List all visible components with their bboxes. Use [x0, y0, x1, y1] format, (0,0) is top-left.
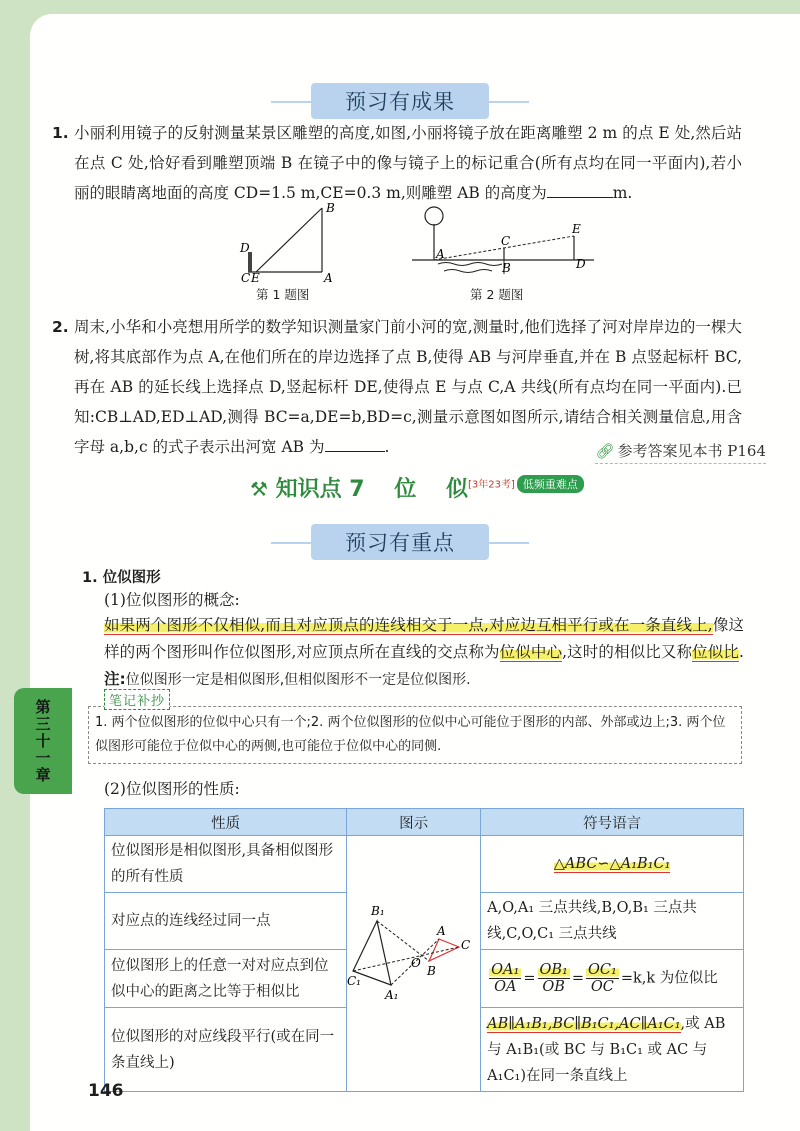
fraction-numerator: OB₁: [539, 962, 568, 978]
fig1-label-E: E: [251, 271, 260, 282]
page-number: 146: [88, 1081, 124, 1101]
link-icon: 🔗︎: [595, 442, 615, 460]
table-header-row: [105, 809, 744, 836]
knowledge-icon: ⚒: [250, 477, 268, 501]
tree-icon: [425, 207, 443, 225]
table-cell-symbol: $\frac{\text{OA₁}}{OA}$ = $\frac{\text{OB₁}}{OB}$ = $\frac{\text{OC₁}}{OC}$ =k,k 为位似比: [481, 950, 744, 1008]
properties-subheading: (2)位似图形的性质:: [104, 780, 240, 798]
definition-part-3: ,这时的相似比又称: [562, 643, 693, 661]
notes-box: [88, 706, 742, 764]
difficulty-badge: 低频重难点: [517, 475, 584, 493]
knowledge-point-heading: [250, 472, 584, 503]
table-cell-property: 位似图形是相似图形,具备相似图形的所有性质: [105, 836, 347, 893]
question-number: 1.: [52, 124, 69, 142]
fraction-numerator: OA₁: [491, 962, 520, 978]
table-header-property: 性质: [105, 809, 347, 836]
table-cell-symbol: [481, 1008, 744, 1092]
banner-title: 预习有重点: [311, 524, 489, 560]
question-number: 2.: [52, 318, 69, 336]
figure-2-caption: 第 2 题图: [470, 287, 524, 302]
fig-label-O: O: [411, 956, 422, 970]
definition-highlight: 如果两个图形不仅相似,而且对应顶点的连线相交于一点,对应边互相平行或在一条直线上,: [104, 616, 713, 634]
fig2-label-C: C: [501, 234, 511, 248]
knowledge-point-title-a: 位: [394, 477, 417, 502]
question-text: 小丽利用镜子的反射测量某景区雕塑的高度,如图,小丽将镜子放在距离雕塑 2 m 的点 E 处,然后站在点 C 处,恰好看到雕塑顶端 B 在镜子中的像与镜子上的标记重合(所有点均在同一平面内),若小丽的眼睛离地面的高度 CD=1.5 m,CE=0.3 m,则雕塑 AB 的高度为: [74, 124, 742, 202]
answer-blank: [325, 437, 385, 452]
fraction-denominator: OA: [494, 979, 517, 995]
parallel-statement: AB∥A₁B₁,BC∥B₁C₁,AC∥A₁C₁: [487, 1015, 681, 1032]
line-c1c: [353, 947, 459, 971]
notes-tag: 笔记补抄: [104, 689, 170, 710]
person-icon: [248, 252, 252, 272]
definition-part-2: 像这样的两个图形叫作位似图形,对应顶点所在直线的交点称为: [104, 616, 744, 661]
fig2-label-D: D: [576, 257, 586, 271]
fraction-ob: [538, 962, 570, 995]
banner-preview-focus: [0, 524, 800, 560]
properties-table: [104, 808, 744, 1092]
banner-preview-results: [0, 83, 800, 119]
banner-title: 预习有成果: [311, 83, 489, 119]
table-cell-property: 位似图形的对应线段平行(或在同一条直线上): [105, 1008, 347, 1092]
answer-reference-text: 参考答案见本书 P164: [617, 442, 766, 460]
definition-paragraph: [104, 612, 744, 694]
figure-1-caption: 第 1 题图: [256, 287, 310, 302]
fig2-label-B: B: [502, 261, 511, 275]
fig2-label-E: E: [572, 222, 581, 236]
fraction-oc: [586, 962, 619, 995]
notes-text: 1. 两个位似图形的位似中心只有一个;2. 两个位似图形的位似中心可能位于图形的内部、外部或边上;3. 两个位似图形可能位于位似中心的两侧,也可能位于位似中心的同侧.: [95, 715, 726, 754]
knowledge-point-prefix: 知识点 7: [275, 477, 365, 502]
parallel-rest: ,或 AB 与 A₁B₁(或 BC 与 B₁C₁ 或 AC 与 A₁C₁)在同一条直线上: [487, 1015, 726, 1084]
answer-blank: [547, 183, 613, 198]
definition-part-4: .: [739, 643, 744, 661]
similar-triangles: △ABC∽△A₁B₁C₁: [553, 856, 671, 872]
figure-2-diagram: [408, 198, 598, 284]
question-text: 周末,小华和小亮想用所学的数学知识测量家门前小河的宽,测量时,他们选择了河对岸岸边的一棵大树,将其底部作为点 A,在他们所在的岸边选择了点 B,使得 AB 与河岸垂直,并在 B 点竖起标杆 BC,再在 AB 的延长线上选择点 D,竖起标杆 DE,使得点 E 与点 C,A 共线(所有点均在同一平面内).已知:CB⊥AD,ED⊥AD,测得 BC=a,DE=b,BD=c,测量示意图如图所示,请结合相关测量信息,用含字母 a,b,c 的式子表示出河宽 AB 为: [74, 318, 742, 456]
answer-reference: [595, 440, 766, 464]
table-cell-property: 位似图形上的任意一对对应点到位似中心的距离之比等于相似比: [105, 950, 347, 1008]
table-row: [105, 836, 744, 893]
homothety-figure: [347, 899, 479, 1019]
term-ratio: 位似比: [692, 643, 740, 661]
fraction-oa: [489, 962, 521, 995]
note-text: 位似图形一定是相似图形,但相似图形不一定是位似图形.: [125, 672, 471, 688]
ratio-tail: =k,k 为位似比: [620, 970, 718, 987]
fraction-denominator: OB: [542, 979, 565, 995]
knowledge-point-title-b: 似: [445, 477, 468, 502]
fig-label-A: A: [437, 924, 446, 938]
fig-label-C: C: [461, 938, 471, 952]
table-cell-figure: [347, 836, 481, 1092]
question-end: .: [384, 438, 390, 456]
term-center: 位似中心: [499, 643, 563, 661]
chapter-side-tab: 第三十一章: [14, 688, 72, 794]
question-unit: m.: [612, 184, 633, 202]
section-title: 1. 位似图形: [82, 570, 161, 586]
fig1-label-B: B: [326, 201, 335, 215]
fraction-numerator: OC₁: [588, 962, 617, 978]
note-label: 注:: [104, 670, 126, 688]
fig1-label-D: D: [240, 241, 250, 255]
fraction-denominator: OC: [590, 979, 614, 995]
river-waves: [438, 263, 502, 273]
table-cell-symbol: A,O,A₁ 三点共线,B,O,B₁ 三点共线,C,O,C₁ 三点共线: [481, 893, 744, 950]
fig-label-B: B: [427, 964, 437, 978]
concept-subheading: (1)位似图形的概念:: [104, 591, 240, 609]
reflection-line: [256, 208, 322, 272]
question-1: [52, 118, 742, 208]
fig-label-A1: A₁: [385, 988, 399, 1002]
fig-label-B1: B₁: [371, 904, 385, 918]
fig1-label-C: C: [241, 271, 251, 282]
figure-1-diagram: [230, 200, 350, 282]
triangle-abc: [429, 939, 459, 961]
fig1-label-A: A: [324, 271, 333, 282]
table-header-symbol: 符号语言: [481, 809, 744, 836]
table-cell-symbol: [481, 836, 744, 893]
knowledge-point-meta: [3年23考]: [467, 479, 515, 491]
fig-label-C1: C₁: [347, 974, 362, 988]
fig2-label-A: A: [436, 247, 445, 261]
table-cell-property: 对应点的连线经过同一点: [105, 893, 347, 950]
table-header-figure: 图示: [347, 809, 481, 836]
